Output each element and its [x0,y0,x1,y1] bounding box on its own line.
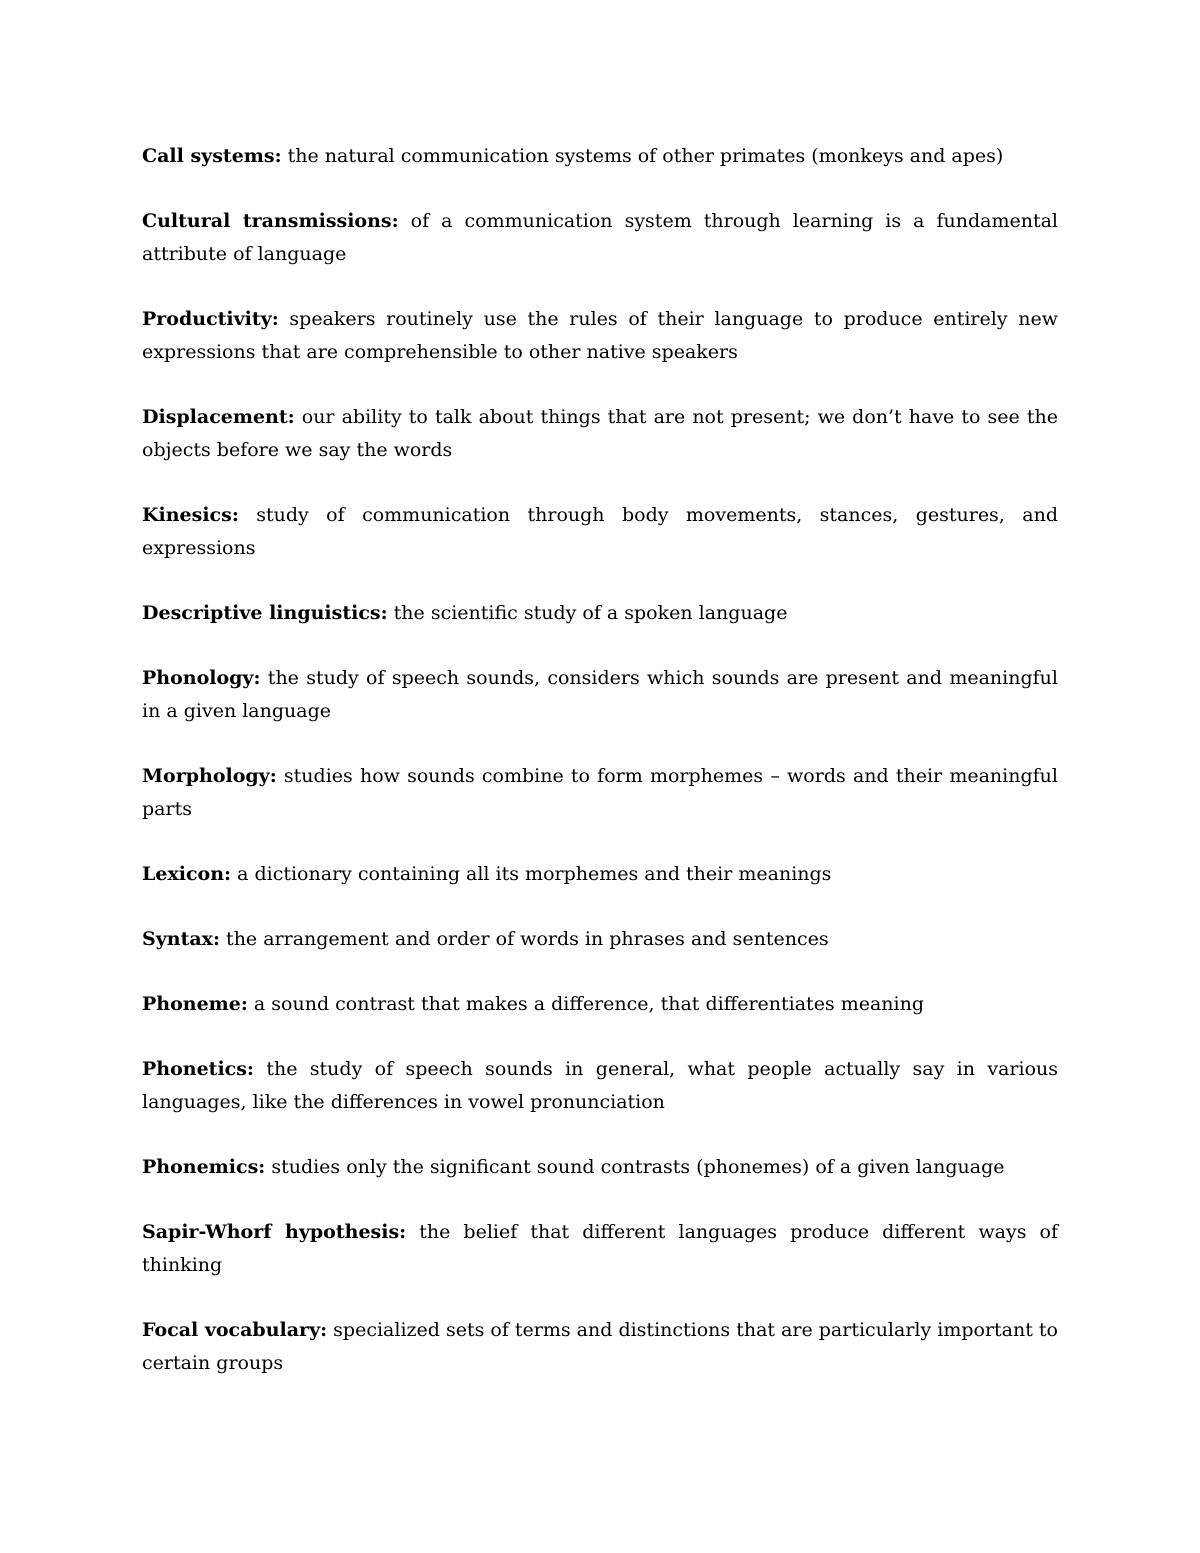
glossary-definition: speakers routinely use the rules of their language to produce entirely new expressions that are comprehensible to other native speakers [142,308,1058,363]
glossary-entry-phonology [142,662,1058,728]
glossary-definition: a dictionary containing all its morphemes and their meanings [231,863,832,885]
glossary-definition: specialized sets of terms and distinctions that are particularly important to certain groups [142,1319,1058,1374]
glossary-entry-phonemics [142,1151,1058,1184]
glossary-definition: the study of speech sounds in general, what people actually say in various languages, like the differences in vowel pronunciation [142,1058,1058,1113]
glossary-term: Phonemics: [142,1156,266,1178]
glossary-definition: the scientific study of a spoken language [387,602,788,624]
glossary-entry-syntax [142,923,1058,956]
glossary-entry-sapir-whorf-hypothesis [142,1216,1058,1282]
glossary-entry-morphology [142,760,1058,826]
glossary-definition: our ability to talk about things that are not present; we don’t have to see the objects before we say the words [142,406,1058,461]
glossary-entry-descriptive-linguistics [142,597,1058,630]
glossary-definition: study of communication through body movements, stances, gestures, and expressions [142,504,1058,559]
glossary-term: Productivity: [142,308,279,330]
glossary-entry-lexicon [142,858,1058,891]
glossary-term: Phonology: [142,667,261,689]
glossary-entry-cultural-transmissions [142,205,1058,271]
glossary-entry-productivity [142,303,1058,369]
glossary-definition: the study of speech sounds, considers which sounds are present and meaningful in a given language [142,667,1058,722]
glossary-entry-focal-vocabulary [142,1314,1058,1380]
glossary-definition: of a communication system through learning is a fundamental attribute of language [142,210,1059,265]
glossary-term: Kinesics: [142,504,239,526]
glossary-entry-phoneme [142,988,1058,1021]
glossary-entry-kinesics [142,499,1058,565]
glossary-term: Morphology: [142,765,277,787]
glossary-term: Phonetics: [142,1058,254,1080]
glossary-entry-phonetics [142,1053,1058,1119]
glossary-definition: studies only the significant sound contrasts (phonemes) of a given language [265,1156,1005,1178]
glossary-term: Phoneme: [142,993,248,1015]
glossary-term: Displacement: [142,406,295,428]
glossary-entry-call-systems [142,140,1058,173]
glossary-term: Descriptive linguistics: [142,602,388,624]
glossary-definition: the belief that different languages produce different ways of thinking [142,1221,1058,1276]
glossary-entry-displacement [142,401,1058,467]
glossary-term: Sapir-Whorf hypothesis: [142,1221,407,1243]
glossary-definition: the arrangement and order of words in phrases and sentences [220,928,829,950]
glossary-term: Cultural transmissions: [142,210,399,232]
glossary-term: Syntax: [142,928,221,950]
glossary-term: Lexicon: [142,863,232,885]
glossary-term: Call systems: [142,145,282,167]
glossary-definition: studies how sounds combine to form morphemes – words and their meaningful parts [142,765,1058,820]
glossary-definition: a sound contrast that makes a difference, that differentiates meaning [247,993,925,1015]
glossary-term: Focal vocabulary: [142,1319,328,1341]
glossary-list [142,140,1058,1412]
glossary-definition: the natural communication systems of other primates (monkeys and apes) [281,145,1004,167]
